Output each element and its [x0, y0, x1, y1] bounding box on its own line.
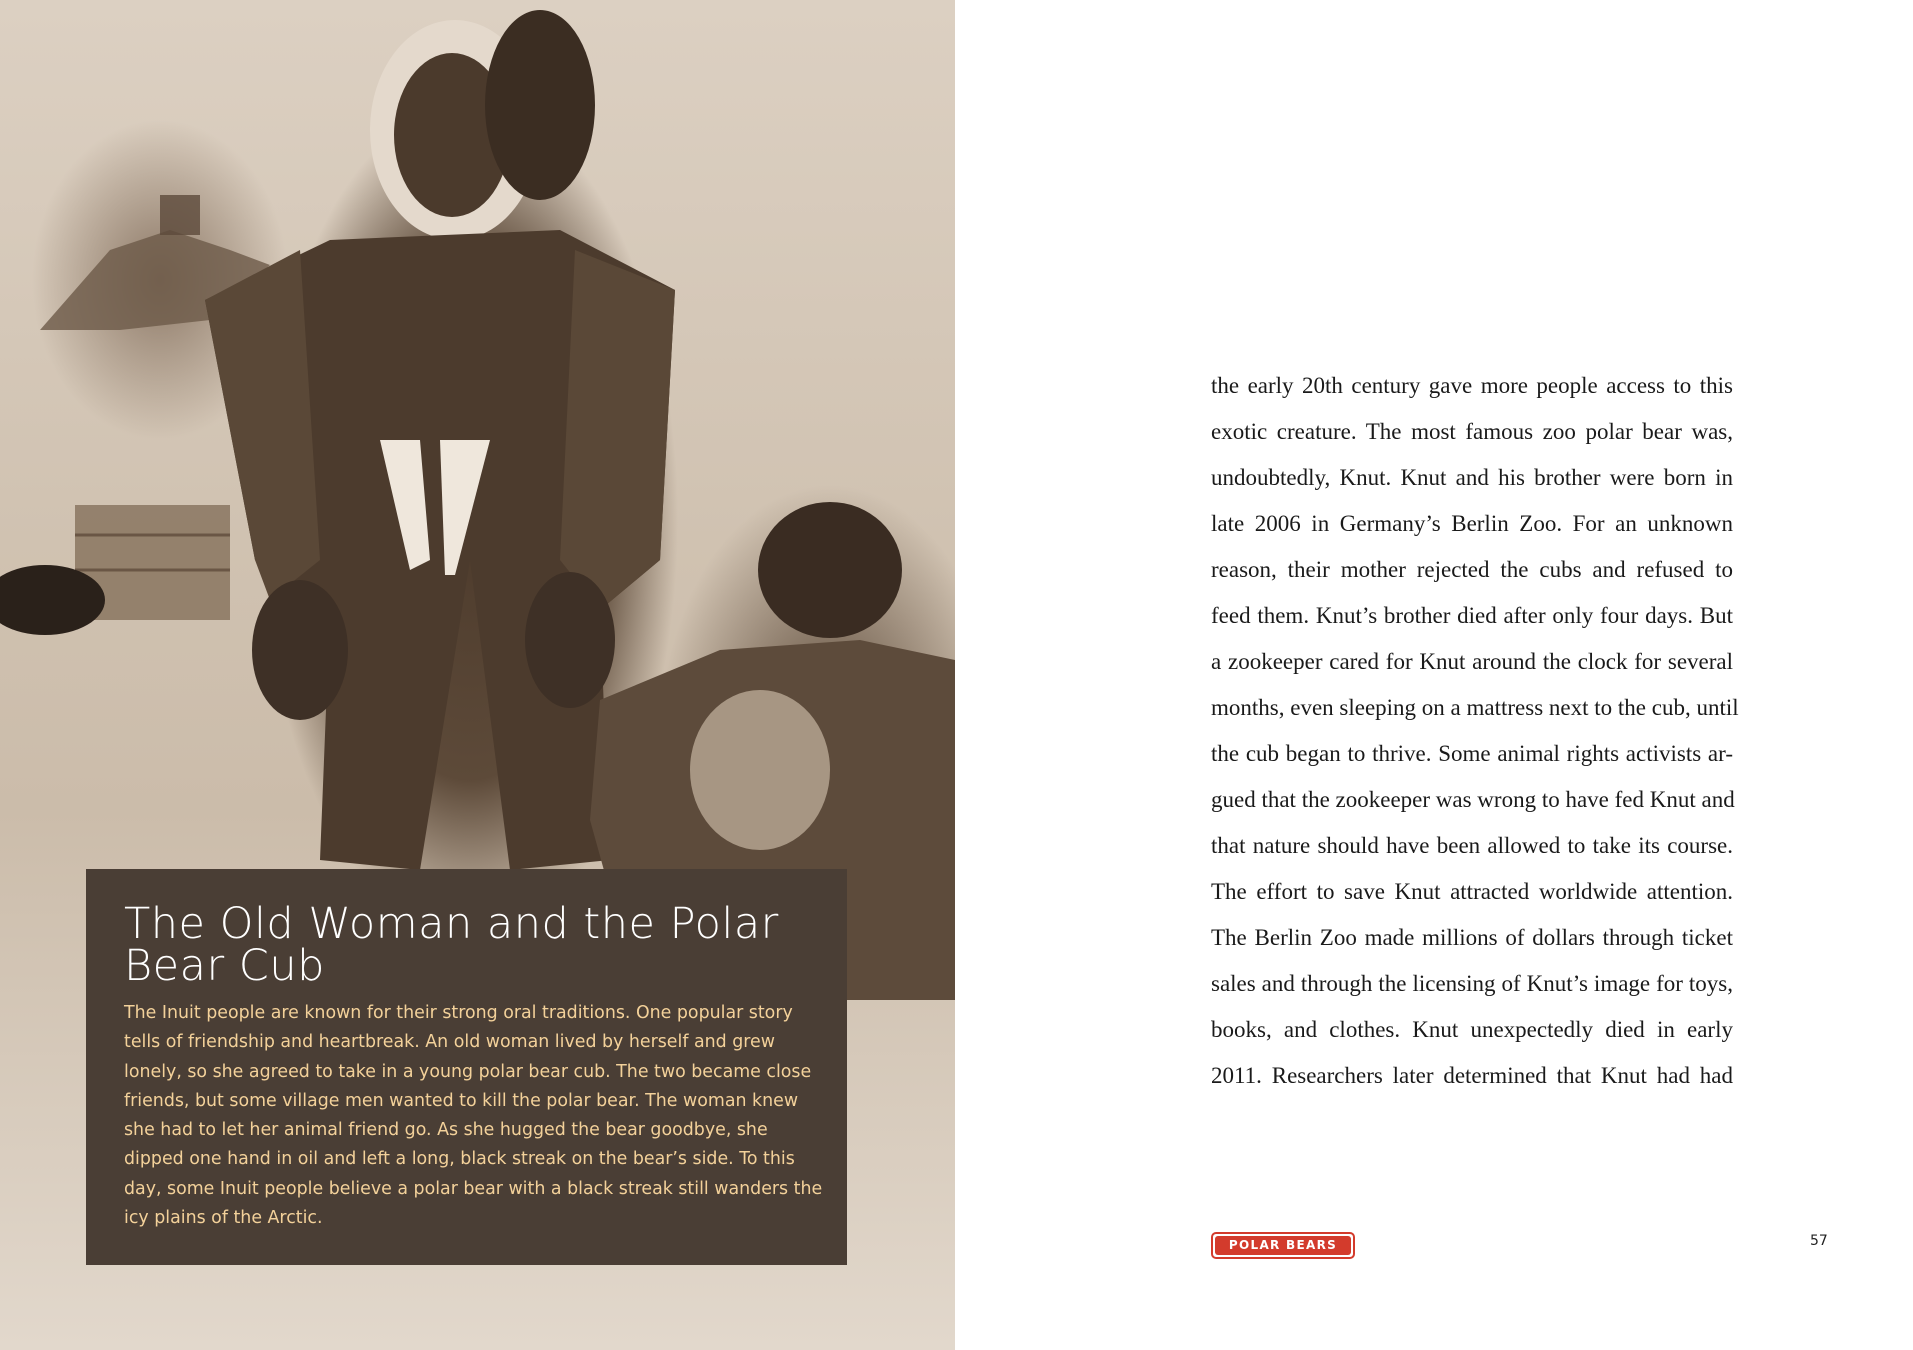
sidebar-body: The Inuit people are known for their strong oral traditions. One popular story tells of friendship and heartbreak. An old woman lived by herself and grew lonely, so she agreed to take in a young polar bear cub. The two became close friends, but some village men wanted to kill the polar bear. The woman knew she had to let her animal friend go. As she hugged the bear goodbye, she dipped one hand in oil and left a long, black streak on the bear’s side. To this day, some Inuit people believe a polar bear with a black streak still wanders the icy plains of the Arctic. [124, 1003, 823, 1229]
text-line: The effort to save Knut attracted worldwide attention. [1211, 879, 1733, 904]
text-line: that nature should have been allowed to take its course. [1211, 833, 1733, 858]
main-text-column [1211, 363, 1739, 1099]
text-line: exotic creature. The most famous zoo polar bear was, [1211, 419, 1733, 444]
series-badge [1211, 1232, 1355, 1259]
text-line: the cub began to thrive. Some animal rights activists ar- [1211, 741, 1733, 766]
text-line: The Berlin Zoo made millions of dollars through ticket [1211, 925, 1733, 950]
text-line: sales and through the licensing of Knut’s image for toys, [1211, 971, 1733, 996]
text-line: feed them. Knut’s brother died after only four days. But [1211, 603, 1733, 628]
text-line: books, and clothes. Knut unexpectedly died in early [1211, 1017, 1733, 1042]
text-line: 2011. Researchers later determined that Knut had had [1211, 1063, 1733, 1088]
text-line: reason, their mother rejected the cubs and refused to [1211, 557, 1733, 582]
sidebar-box [86, 869, 847, 1265]
text-line: late 2006 in Germany’s Berlin Zoo. For an unknown [1211, 511, 1733, 536]
text-line: the early 20th century gave more people access to this [1211, 373, 1733, 398]
text-line: a zookeeper cared for Knut around the clock for several [1211, 649, 1733, 674]
series-badge-label: POLAR BEARS [1215, 1236, 1351, 1255]
page-number: 57 [1810, 1233, 1828, 1249]
sidebar-title: The Old Woman and the Polar Bear Cub [124, 899, 779, 991]
text-line: months, even sleeping on a mattress next to the cub, until [1211, 695, 1739, 720]
text-line: undoubtedly, Knut. Knut and his brother were born in [1211, 465, 1733, 490]
left-page-photo [0, 0, 955, 1350]
text-line: gued that the zookeeper was wrong to have fed Knut and [1211, 787, 1735, 812]
